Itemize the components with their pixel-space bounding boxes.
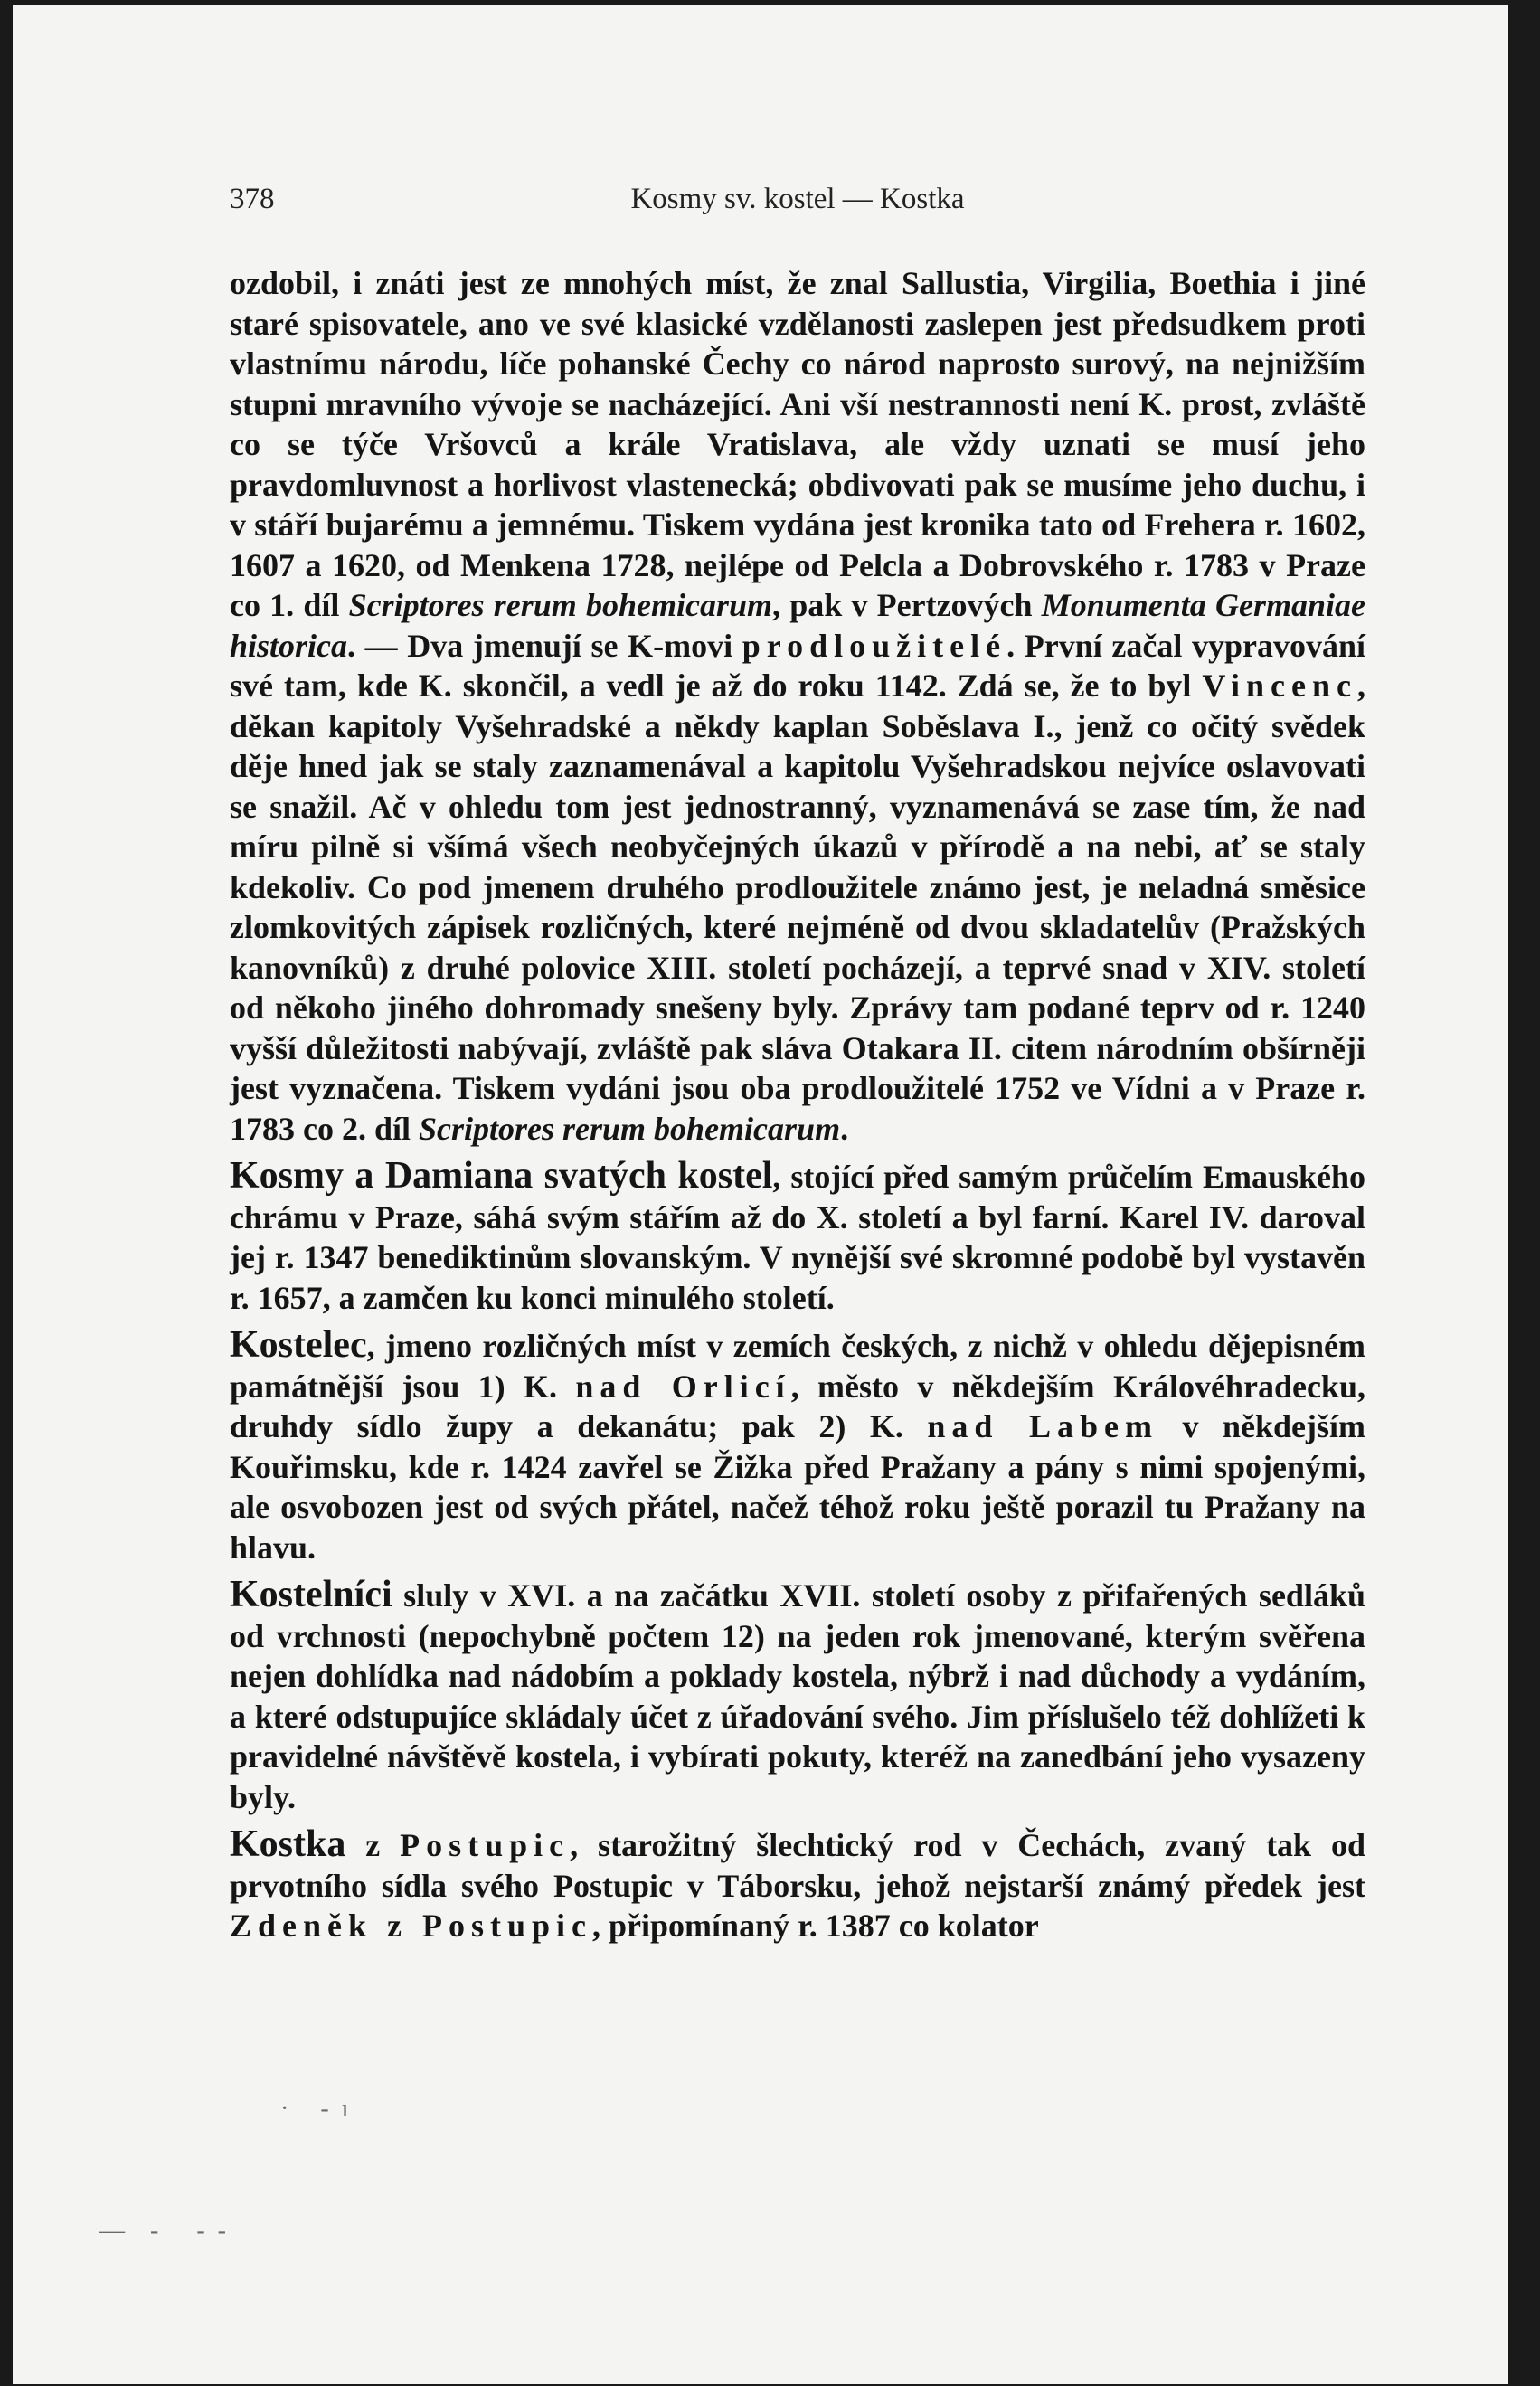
text-run: , děkan kapitoly Vyšehradské a někdy kaplan Soběslava I., jenž co očitý svědek děje hned jak se staly zaznamenával a kapitolu Vyšehradskou nejvíce oslavovati se snažil. Ač v ohledu tom jest jednostranný, vyznamenává se zase tím, že nad míru pilně si všímá všech neobyčejných úkazů v přírodě a na nebi, ať se staly kdekoliv. Co pod jmenem druhého prodloužitele známo jest, je neladná směsice zlomkovitých zápisek rozličných, které nejméně od dvou skladatelův (Pražských kanovníků) z druhé polovice XIII. století pocházejí, a teprvé snad v XIV. století od někoho jiného dohromady snešeny byly. Zprávy tam podané teprv od r. 1240 vyšší důležitosti nabývají, zvláště pak sláva Otakara II. citem národním obšírněji jest vyznačena. Tiskem vydáni jsou oba prodloužitelé 1752 ve Vídni a v Praze r. 1783 co 2. díl [230, 668, 1365, 1147]
print-smudge: · - ı [280, 2095, 349, 2123]
entry-text: , stojící před samým průčelím Emauského chrámu v Praze, sáhá svým stářím až do X. století a byl farní. Karel IV. daroval jej r. 1347 benediktinům slovanským. V nynější své skromné podobě byl vystavěn r. 1657, a zamčen ku konci minulého století. [230, 1159, 1365, 1316]
text-run: . [840, 1110, 849, 1147]
entry-headword: Kostelníci [230, 1574, 392, 1615]
entry-headword: Kosmy a Damiana svatých kostel [230, 1155, 773, 1197]
entry-kosmy [230, 1156, 1365, 1318]
entry-text: , starožitný šlechtický rod v Čechách, zvaný tak od prvotního sídla svého Postupic v Táborsku, jehož nejstarší známý předek jest [230, 1827, 1365, 1904]
running-head: Kosmy sv. kostel — Kostka [630, 183, 965, 215]
entry-text: , připomínaný r. 1387 co kolator [592, 1908, 1039, 1944]
page-body [230, 263, 1365, 1946]
entry-text: , město v někdejším Královéhradecku, druhdy sídlo župy a dekanátu; pak 2) K. [230, 1368, 1365, 1444]
entry-text: sluly v XVI. a na začátku XVII. století osoby z přifařených sedláků od vrchnosti (nepochybně počtem 12) na jeden rok jmenované, kterým svěřena nejen dohlídka nad nádobím a poklady kostela, nýbrž i nad důchody a vydáním, a které odstupujíce skládaly účet z úřadování svého. Jim příslušelo též dohlížeti k pravidelné návštěvě kostela, i vybírati pokuty, kteréž na zanedbání jeho vysazeny byly. [230, 1577, 1365, 1815]
spaced-text: nad Orlicí [575, 1368, 791, 1405]
entry-kostelnici [230, 1575, 1365, 1817]
spaced-text: prodloužitelé [742, 627, 1007, 664]
print-smudge: — - - - [99, 2217, 226, 2245]
italic-title: Scriptores rerum bohemicarum [348, 587, 773, 623]
entry-headword: Kostka [230, 1823, 346, 1865]
text-run: ozdobil, i znáti jest ze mnohých míst, že znal Sallustia, Virgilia, Boethia i jiné staré spisovatele, ano ve své klasické vzdělanosti zaslepen jest předsudkem proti vlastnímu národu, líče pohanské Čechy co národ naprosto surový, na nejnižším stupni mravního vývoje se nacházející. Ani vší nestrannosti není K. prost, zvláště co se týče Vršovců a krále Vratislava, ale vždy uznati se musí jeho pravdomluvnost a horlivost vlastenecká; obdivovati pak se musíme jeho duchu, i v stáří bujarému a jemnému. Tiskem vydána jest kronika tato od Frehera r. 1602, 1607 a 1620, od Menkena 1728, nejlépe od Pelcla a Dobrovského r. 1783 v Praze co 1. díl [230, 265, 1365, 623]
entry-text: v někdejším Kouřimsku, kde r. 1424 zavřel se Žižka před Pražany a pány s nimi spojenými, ale osvobozen jest od svých přátel, načež téhož roku ještě porazil tu Pražany na hlavu. [230, 1408, 1366, 1566]
book-page [13, 5, 1508, 2384]
entry-text: , jmeno rozličných míst v zemích českých, z nichž v ohledu dějepisném památnější jsou 1) K. [230, 1328, 1365, 1405]
text-run: , pak v Pertzových [772, 587, 1042, 623]
entry-text: z [345, 1827, 401, 1863]
spaced-text: Postupic [400, 1827, 571, 1863]
italic-title: Monumenta Germaniae historica [230, 587, 1365, 664]
spaced-text: Vincenc [1202, 668, 1357, 704]
italic-title: Scriptores rerum bohemicarum [419, 1110, 841, 1147]
continued-paragraph [230, 263, 1365, 1149]
entry-headword: Kostelec [230, 1324, 367, 1366]
spaced-text: Zdeněk z Postupic [230, 1908, 593, 1944]
entry-kostka [230, 1824, 1365, 1946]
text-run: . — Dva jmenují se K-movi [347, 627, 742, 664]
text-run: . První začal vypravování své tam, kde K. skončil, a vedl je až do roku 1142. Zdá se, že to byl [230, 627, 1365, 704]
entry-kostelec [230, 1325, 1365, 1567]
spaced-text: nad Labem [927, 1408, 1158, 1444]
page-number: 378 [230, 183, 275, 215]
page-header [230, 183, 1365, 219]
